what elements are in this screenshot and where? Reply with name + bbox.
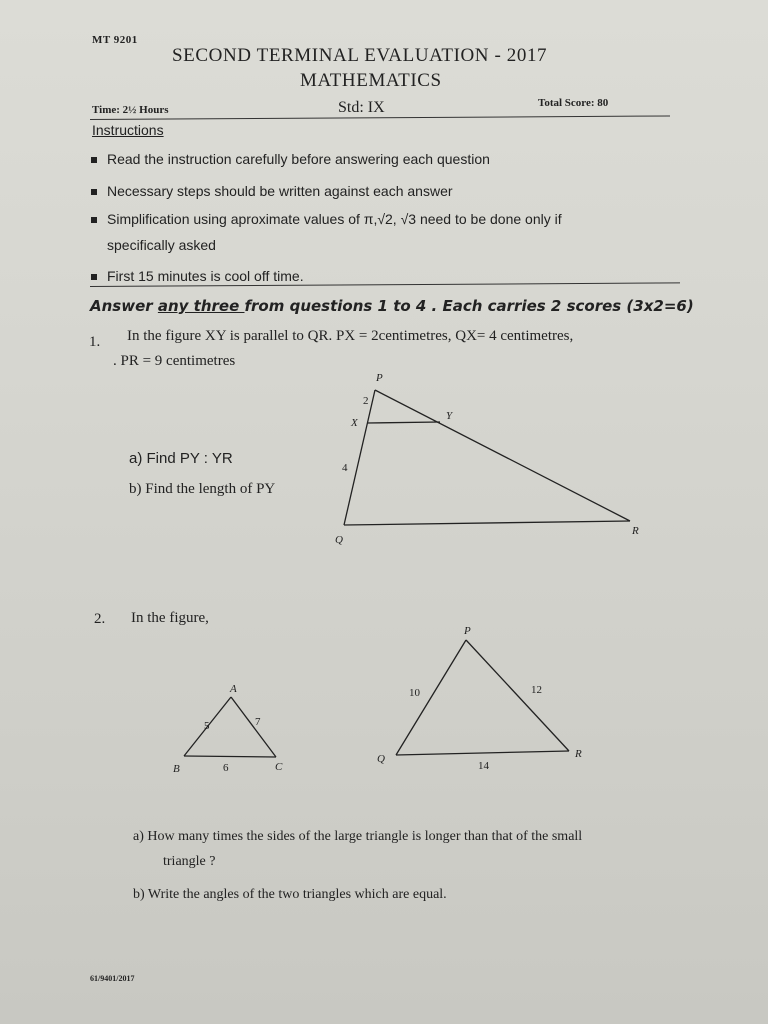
question-2-text: In the figure, xyxy=(131,610,209,626)
instruction-item-continuation: specifically asked xyxy=(107,237,216,253)
label-y: Y xyxy=(446,410,453,422)
label-ab-length: 5 xyxy=(204,720,210,732)
instruction-item: Necessary steps should be written against each answer xyxy=(91,183,453,199)
label-qr-length: 14 xyxy=(478,760,489,772)
question-1-text-continued: . PR = 9 centimetres xyxy=(113,353,236,369)
side-pq xyxy=(344,390,375,525)
q1-triangle-figure xyxy=(344,390,630,525)
side-qr xyxy=(396,751,569,755)
side-ac xyxy=(231,697,276,757)
question-1-number: 1. xyxy=(89,334,101,350)
label-x: X xyxy=(351,417,358,429)
q2-large-triangle xyxy=(396,640,569,755)
paper-code: MT 9201 xyxy=(92,34,138,46)
label-b: B xyxy=(173,763,180,775)
section-heading: Answer any three from questions 1 to 4 . Each carries 2 scores (3x2=6) xyxy=(90,297,694,315)
label-q: Q xyxy=(335,534,343,546)
question-1-part-b: b) Find the length of PY xyxy=(129,481,276,497)
exam-total-score: Total Score: 80 xyxy=(538,97,609,109)
label-p-large: P xyxy=(464,625,471,637)
footer-code: 61/9401/2017 xyxy=(90,974,135,983)
label-pq-length: 10 xyxy=(409,687,420,699)
label-r: R xyxy=(632,525,639,537)
question-2-part-b: b) Write the angles of the two triangles which are equal. xyxy=(133,887,447,902)
exam-title: SECOND TERMINAL EVALUATION - 2017 xyxy=(172,45,548,66)
question-2-part-a-continued: triangle ? xyxy=(163,854,216,869)
question-1-part-a: a) Find PY : YR xyxy=(129,450,233,467)
side-pr xyxy=(466,640,569,751)
label-qx-length: 4 xyxy=(342,462,348,474)
exam-time: Time: 2½ Hours xyxy=(92,104,169,116)
question-2-number: 2. xyxy=(94,611,106,627)
label-r-large: R xyxy=(575,748,582,760)
instruction-item: Simplification using aproximate values of π,√2, √3 need to be done only if xyxy=(91,211,562,227)
side-qr xyxy=(344,521,630,525)
label-p: P xyxy=(376,372,383,384)
instruction-item: First 15 minutes is cool off time. xyxy=(91,268,304,284)
label-a: A xyxy=(230,683,237,695)
exam-subject: MATHEMATICS xyxy=(300,70,442,91)
side-pq xyxy=(396,640,466,755)
label-px-length: 2 xyxy=(363,395,369,407)
exam-standard: Std: IX xyxy=(338,99,385,116)
label-ac-length: 7 xyxy=(255,716,261,728)
label-pr-length: 12 xyxy=(531,684,542,696)
question-2-part-a: a) How many times the sides of the large triangle is longer than that of the small xyxy=(133,829,583,844)
label-c: C xyxy=(275,761,283,773)
question-1-text: In the figure XY is parallel to QR. PX = 2centimetres, QX= 4 centimetres, xyxy=(127,328,574,344)
q2-small-triangle xyxy=(184,697,276,757)
side-pr xyxy=(375,390,630,521)
side-bc xyxy=(184,756,276,757)
instructions-heading: Instructions xyxy=(92,122,164,138)
label-bc-length: 6 xyxy=(223,762,229,774)
label-q-large: Q xyxy=(377,753,385,765)
instruction-item: Read the instruction carefully before answering each question xyxy=(91,151,490,167)
segment-xy xyxy=(367,422,440,423)
